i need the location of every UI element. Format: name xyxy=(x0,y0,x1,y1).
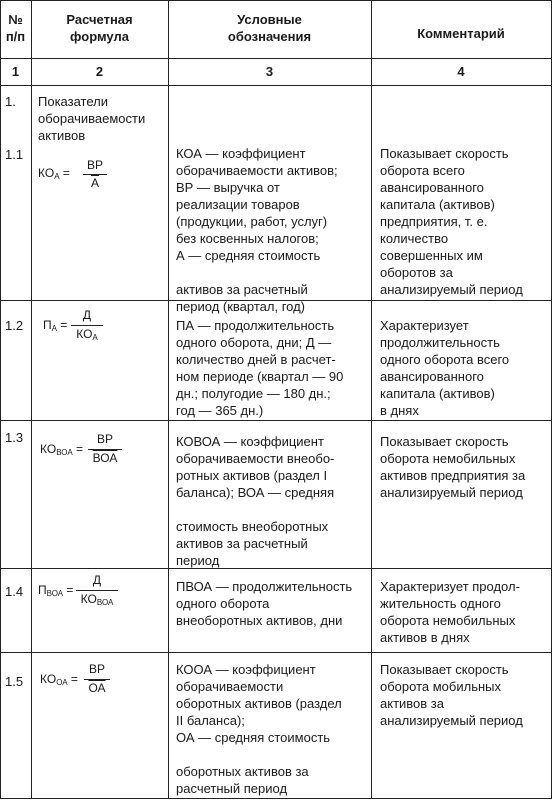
formula-numerator: ВР xyxy=(96,432,113,446)
formula-denominator: А xyxy=(90,176,99,190)
formula-lhs: КО xyxy=(40,442,57,456)
comment-text: Показывает скорость оборота всего авансированного капитала (активов) предприятия, т. е. количество совершенных им оборотов за анализируемый период xyxy=(380,146,523,297)
formula: $КО_А$ = ВР А xyxy=(38,158,163,192)
formula-denominator: КО xyxy=(76,327,93,341)
formula-denominator: ОА xyxy=(88,681,106,695)
colnum-4: 4 xyxy=(457,64,465,79)
col-line-3 xyxy=(371,0,372,799)
formula-lhs-sub: А xyxy=(51,324,57,333)
notation-text: ПВОА — продолжительность одного оборота внеоборотных активов, дни xyxy=(176,579,353,628)
formula-denominator-sub: ВОА xyxy=(96,598,114,607)
formula-lhs: КО xyxy=(38,166,55,180)
row-divider-4 xyxy=(0,652,552,653)
formula-lhs-sub: А xyxy=(54,172,60,181)
formula: $КО_{ВОА}$ = ВР ВОА xyxy=(40,432,165,468)
header-divider xyxy=(0,58,552,59)
formula-lhs-sub: ВОА xyxy=(56,448,73,457)
formula-lhs-sub: ОА xyxy=(56,678,68,687)
colnum-1: 1 xyxy=(11,64,20,79)
fraction-bar xyxy=(71,325,103,326)
colnum-divider xyxy=(0,85,552,86)
header-number: № п/п xyxy=(5,12,26,44)
comment-text: Характеризует продол- жительность одного оборота немобильных активов в днях xyxy=(380,579,520,645)
fraction-bar xyxy=(83,174,107,175)
formula-denominator: КО xyxy=(80,592,97,606)
header-formula: Расчетная формула xyxy=(66,12,133,44)
formula-denominator: ВОА xyxy=(92,451,118,465)
row-number: 1.5 xyxy=(5,674,24,689)
row-number: 1.3 xyxy=(5,430,24,445)
formula-lhs: КО xyxy=(40,672,57,686)
comment-text: Характеризует продолжительность одного оборота всего авансированного капитала (активов) в днях xyxy=(380,318,510,418)
group-title: Показатели оборачиваемости активов xyxy=(38,94,146,143)
formula-numerator: ВР xyxy=(86,158,103,172)
notation-text: КОА — коэффициент оборачиваемости активов; ВР — выручка от реализации товаров (продукции, работ, услуг) без косвенных налогов; А — средняя стоимость активов за расчетный период (квартал, год) xyxy=(176,146,338,314)
row-number: 1. xyxy=(5,94,16,109)
colnum-3: 3 xyxy=(265,64,274,79)
fraction-bar xyxy=(76,590,118,591)
col-line-1 xyxy=(31,0,32,799)
row-number: 1.2 xyxy=(5,318,24,333)
formula: $П_А$ = Д $КО_А$ xyxy=(43,308,163,344)
formula-numerator: ВР xyxy=(88,662,105,676)
formula-numerator: Д xyxy=(82,308,92,322)
formula: $П_{ВОА}$ = Д $КО_{ВОА}$ xyxy=(38,573,163,609)
header-notation: Условные обозначения xyxy=(227,12,312,44)
formula-numerator: Д xyxy=(92,573,102,587)
formula-lhs-sub: ВОА xyxy=(46,589,64,598)
formula: $КО_{ОА}$ = ВР ОА xyxy=(40,662,165,698)
notation-text: ПА — продолжительность одного оборота, дни; Д — количество дней в расчет- ном периоде (квартал — 90 дн.; полугодие — 180 дн.; год — 365 дн.) xyxy=(176,318,344,418)
colnum-2: 2 xyxy=(95,64,104,79)
row-number: 1.4 xyxy=(5,584,24,599)
col-line-2 xyxy=(168,0,169,799)
formula-denominator-sub: А xyxy=(92,333,98,342)
row-subnumber: 1.1 xyxy=(5,147,24,162)
table-border-top xyxy=(0,0,552,1)
notation-text: КОВОА — коэффициент оборачиваемости внеобо- ротных активов (раздел I баланса); ВОА — средняя стоимость внеоборотных активов за расчетный период xyxy=(176,434,335,568)
formula-lhs: П xyxy=(43,318,52,332)
notation-text: КООА — коэффициент оборачиваемости оборотных активов (раздел II баланса); ОА — средняя стоимость оборотных активов за расчетный период xyxy=(176,662,342,796)
header-comment: Комментарий xyxy=(417,26,505,41)
row-divider-2 xyxy=(0,420,552,421)
formula-lhs: П xyxy=(38,583,47,597)
fraction-bar xyxy=(84,679,110,680)
table-border-bottom xyxy=(0,798,552,799)
fraction-bar xyxy=(88,449,122,450)
col-line-0 xyxy=(0,0,1,799)
comment-text: Показывает скорость оборота мобильных активов за анализируемый период xyxy=(380,662,523,728)
comment-text: Показывает скорость оборота немобильных активов предприятия за анализируемый период xyxy=(380,434,526,500)
